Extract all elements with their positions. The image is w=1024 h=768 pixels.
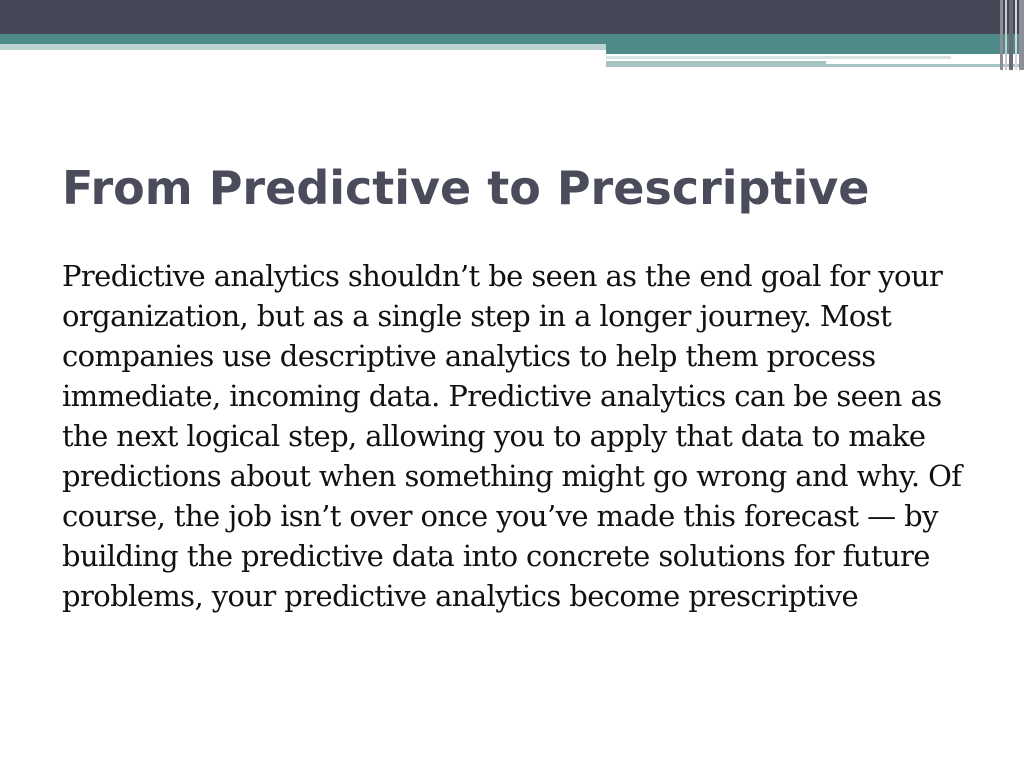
header-line	[606, 61, 826, 67]
slide-title: From Predictive to Prescriptive	[62, 161, 870, 215]
header-band-teal-right	[606, 44, 1024, 54]
slide-body-text: Predictive analytics shouldn’t be seen as the end goal for your organization, but as a single step in a longer journey. Most companies use descriptive analytics to help them process immediate, incoming data. Predictive analytics can be seen as the next logical step, allowing you to apply that data to make predictions about when something might go wrong and why. Of course, the job isn’t over once you’ve made this forecast — by building the predictive data into concrete solutions for future problems, your predictive analytics become prescriptive	[62, 259, 962, 613]
header-band-teal	[0, 34, 1024, 44]
header-line	[606, 56, 951, 59]
stripe	[1019, 0, 1024, 70]
stripe	[1009, 0, 1013, 70]
header-band-dark	[0, 0, 1024, 34]
stripe	[1015, 0, 1017, 70]
header-band-light	[0, 44, 606, 50]
stripe	[1000, 0, 1003, 70]
header-stripes	[994, 0, 1024, 70]
stripe	[1005, 0, 1007, 70]
